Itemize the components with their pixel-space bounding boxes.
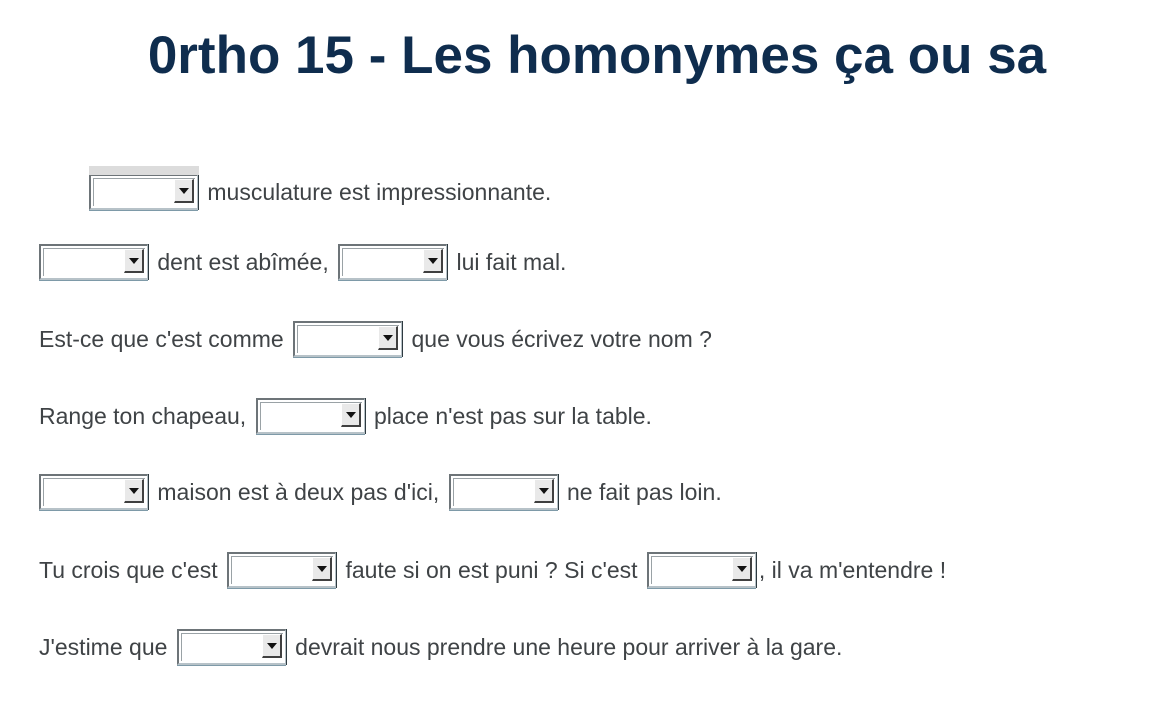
sentence-text: ne fait pas loin.	[560, 479, 722, 505]
exercise-sentence-1	[86, 174, 551, 210]
answer-dropdown-10[interactable]	[177, 629, 286, 665]
answer-dropdown-4[interactable]	[293, 321, 402, 357]
chevron-down-icon[interactable]	[341, 403, 361, 427]
answer-dropdown-3[interactable]	[338, 244, 447, 280]
exercise-sentence-5	[36, 474, 722, 510]
answer-dropdown-8[interactable]	[227, 552, 336, 588]
exercise-sentence-6	[39, 552, 946, 588]
sentence-text: Est-ce que c'est comme	[39, 326, 291, 352]
sentence-text: J'estime que	[39, 634, 174, 660]
sentence-text: place n'est pas sur la table.	[367, 403, 652, 429]
sentence-text: que vous écrivez votre nom ?	[405, 326, 712, 352]
answer-dropdown-9[interactable]	[647, 552, 756, 588]
sentence-text: Tu crois que c'est	[39, 557, 225, 583]
exercise-sentence-2	[36, 244, 566, 280]
sentence-text: musculature est impressionnante.	[201, 179, 552, 205]
sentence-text: maison est à deux pas d'ici,	[151, 479, 446, 505]
chevron-down-icon[interactable]	[174, 179, 194, 203]
exercise-sentence-4	[39, 398, 652, 434]
sentence-text: , il va m'entendre !	[758, 557, 947, 583]
chevron-down-icon[interactable]	[378, 326, 398, 350]
chevron-down-icon[interactable]	[124, 249, 144, 273]
chevron-down-icon[interactable]	[262, 634, 282, 658]
chevron-down-icon[interactable]	[124, 479, 144, 503]
sentence-text: Range ton chapeau,	[39, 403, 253, 429]
chevron-down-icon[interactable]	[423, 249, 443, 273]
sentence-text: faute si on est puni ? Si c'est	[339, 557, 644, 583]
answer-dropdown-6[interactable]	[39, 474, 148, 510]
chevron-down-icon[interactable]	[312, 557, 332, 581]
answer-dropdown-1[interactable]	[89, 174, 198, 210]
answer-dropdown-5[interactable]	[256, 398, 365, 434]
page-title: 0rtho 15 - Les homonymes ça ou sa	[147, 26, 1047, 85]
answer-dropdown-2[interactable]	[39, 244, 148, 280]
answer-dropdown-7[interactable]	[449, 474, 558, 510]
sentence-text: devrait nous prendre une heure pour arriver à la gare.	[288, 634, 843, 660]
chevron-down-icon[interactable]	[732, 557, 752, 581]
sentence-text: dent est abîmée,	[151, 249, 336, 275]
exercise-sentence-7	[39, 629, 842, 665]
exercise-sentence-3	[39, 321, 712, 357]
chevron-down-icon[interactable]	[534, 479, 554, 503]
sentence-text: lui fait mal.	[450, 249, 567, 275]
